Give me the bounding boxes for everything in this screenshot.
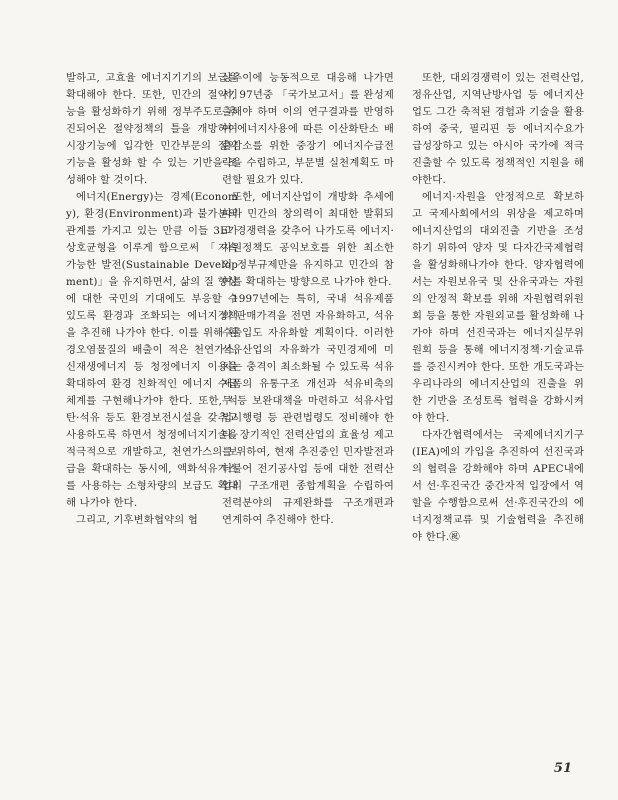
paragraph: 그리고, 기후변화협약의 협 [76, 514, 199, 526]
paragraph: 에너지(Energy)는 경제(Economy), 환경(Environment)과 불가분의 관계를 가지고 있는 만큼 이들 3E가 상호균형을 이루게 함으로써 「지속가능한 발전(Sustainable Development)」을 유지하면서, 삶의 질 향상에 대한 국민의 기대에도 부응할 수 있도록 환경과 조화되는 에너지정책을 추진해 나가야 한다. 이를 위해 환경오염물질의 배출이 적은 천연가스, 신재생에너지 등 청정에너지 이용을 확대하여 환경 친화적인 에너지 수급체계를 구현해나가야 한다. 또한, 석탄·석유 등도 환경보전시설을 갖추고 사용하도록 하면서 청정에너지기술을 적극적으로 개발하고, 천연가스의 보급을 확대하는 동시에, 액화석유가스를 사용하는 소형차량의 보급도 확대해 나가야 한다. [66, 191, 238, 509]
text-column-left [66, 70, 238, 632]
text-column-middle [222, 70, 394, 642]
paragraph: 또한, 대외경쟁력이 있는 전력산업, 정유산업, 지역난방사업 등 에너지산업도 그간 축적된 경험과 기술을 활용하여 중국, 필리핀 등 에너지수요가 급성장하고 있는 아시아 국가에 적극 진출할 수 있도록 정책적인 지원을 해야한다. [412, 72, 584, 186]
paragraph: 또한, 에너지산업이 개방화 추세에 따라 민간의 창의력이 최대한 발휘되고 경쟁력을 갖추어 나가도록 에너지·자원정책도 공익보호를 위한 최소한의 정부규제만을 유지하고 민간의 참여를 확대하는 방향으로 나가야 한다. [222, 191, 394, 288]
paragraph: 발하고, 고효율 에너지기기의 보급을 확대해야 한다. 또한, 민간의 절약기능을 활성화하기 위해 정부주도로 추진되어온 절약정책의 틀을 개방하여 시장기능에 입각한 민간부문의 절약기능을 활성화 할 수 있는 기반을 조성해야 할 것이다. [66, 72, 238, 186]
paragraph: 다자간협력에서는 국제에너지기구(IEA)에의 가입을 추진하여 선진국과의 협력을 강화해야 하며 APEC내에서 선·후진국간 중간자적 입장에서 역할을 수행함으로써 선·후진국간의 에너지정책교류 및 기술협력을 추진해야 한다.㊗ [412, 429, 584, 543]
paragraph: 에너지·자원을 안정적으로 확보하고 국제사회에서의 위상을 제고하며 에너지산업의 대외진출 기반을 조성하기 위하여 양자 및 다자간국제협력을 활성화해나가야 한다. 양자협력에서는 자원보유국 및 산유국과는 자원의 안정적 확보를 위해 자원협력위원회 등을 통한 자원외교를 활성화해 나가야 하며 선진국과는 에너지실무위원회 등을 통해 에너지정책·기술교류를 증진시켜야 한다. 또한 개도국과는 우리나라의 에너지산업의 진출을 위한 기반을 조성토록 협력을 강화시켜야 한다. [412, 191, 584, 424]
page-number: 51 [553, 761, 572, 776]
text-column-right [412, 70, 584, 638]
paragraph: 상추이에 능동적으로 대응해 나가면서, 97년중 「국가보고서」를 완성제출해야 하며 이의 연구결과를 반영하여 에너지사용에 따른 이산화탄소 배출감소를 위한 중장기 에너지수급전략을 수립하고, 부문별 실천계획도 마련할 필요가 있다. [222, 72, 394, 186]
paragraph: 1997년에는 특히, 국내 석유제품의 판매가격을 전면 자유화하고, 석유 수출입도 자유화할 계획이다. 이러한 석유산업의 자유화가 국민경제에 미치는 충격이 최소화될 수 있도록 석유제품의 유통구조 개선과 석유비축의무 등 보완대책을 마련하고 석유사업법시행령 등 관련법령도 정비해야 한다. 장기적인 전력산업의 효율성 제고를 위하여, 현재 추진중인 민자발전과 더불어 전기공사업 등에 대한 전력산업의 구조개편 종합계획을 수립하여 전력분야의 규제완화를 구조개편과 연계하여 추진해야 한다. [222, 293, 394, 526]
